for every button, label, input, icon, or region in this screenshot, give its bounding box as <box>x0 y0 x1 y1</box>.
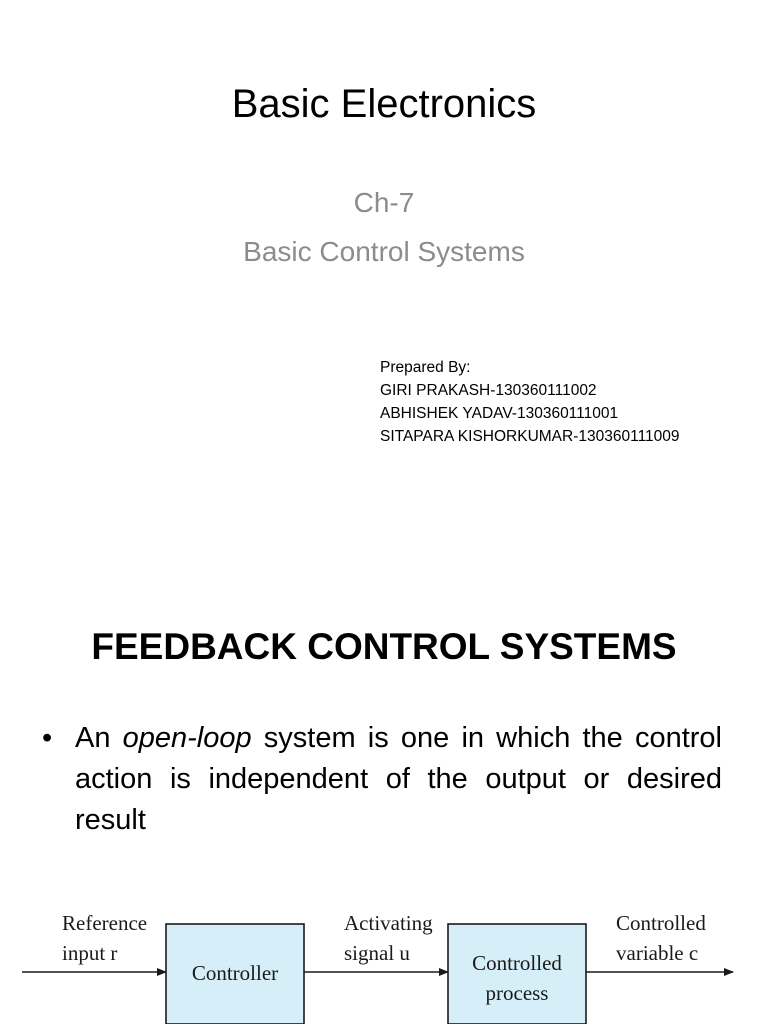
controller-label: Controller <box>191 961 279 985</box>
author-line: GIRI PRAKASH-130360111002 <box>380 382 597 399</box>
prepared-by-heading: Prepared By: <box>380 359 471 376</box>
slide-title: Basic Electronics <box>231 82 537 126</box>
bullet-suffix: system is one in which the control action is independent of the output or desired result <box>75 722 722 836</box>
chapter-label: Ch-7 <box>353 187 415 218</box>
bullet-marker: • <box>42 722 53 754</box>
bullet-item <box>42 718 722 841</box>
bullet-prefix: An <box>75 722 123 754</box>
output-label-line1: Controlled <box>616 911 706 935</box>
open-loop-block-diagram <box>0 892 768 1024</box>
output-label-line2: variable c <box>616 941 699 965</box>
input-label-line1: Reference <box>62 911 148 935</box>
process-label-line2: process <box>485 981 549 1005</box>
prepared-by-block <box>380 356 680 448</box>
slide-subtitle: Basic Control Systems <box>243 236 525 267</box>
signal-label-line2: signal u <box>344 941 410 965</box>
slide-2 <box>0 512 768 1024</box>
author-line: SITAPARA KISHORKUMAR-130360111009 <box>380 428 680 445</box>
slide-title: FEEDBACK CONTROL SYSTEMS <box>91 626 677 667</box>
author-line: ABHISHEK YADAV-130360111001 <box>380 405 619 422</box>
process-label-line1: Controlled <box>472 951 562 975</box>
bullet-emphasis: open-loop <box>122 722 252 754</box>
input-label-line2: input r <box>62 941 118 965</box>
signal-label-line1: Activating <box>344 911 433 935</box>
bullet-text <box>75 718 722 841</box>
